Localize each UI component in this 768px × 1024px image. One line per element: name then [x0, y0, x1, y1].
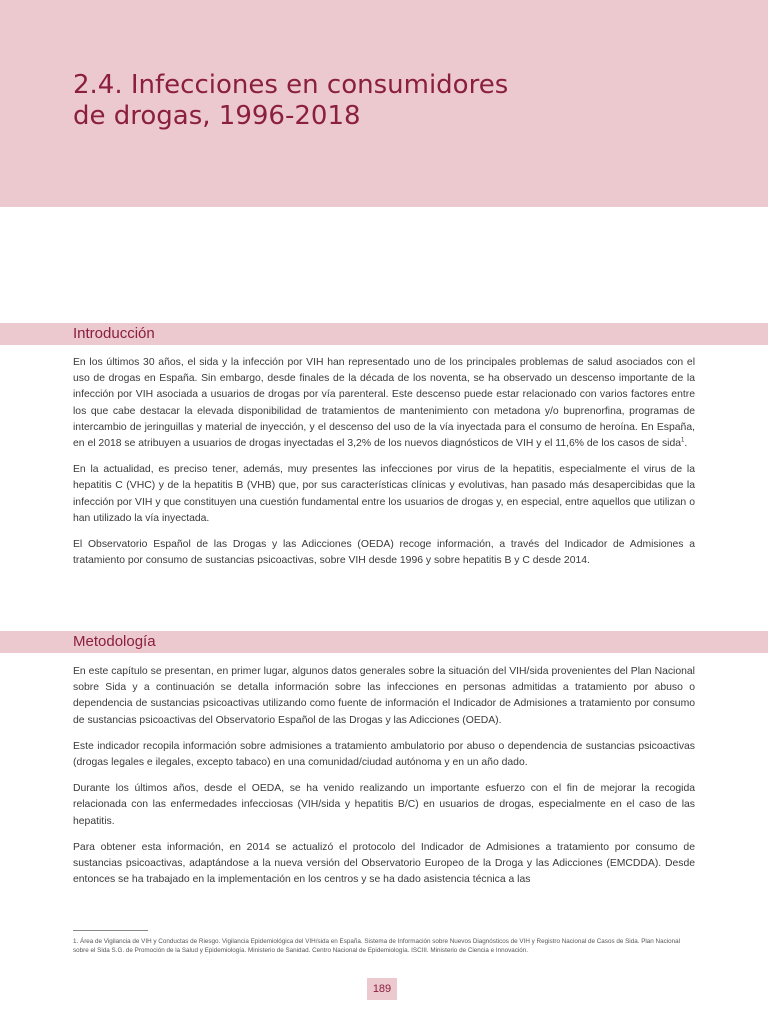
section-heading-introduccion: Introducción [73, 325, 155, 342]
paragraph: Para obtener esta información, en 2014 se actualizó el protocolo del Indicador de Admisiones a tratamiento por consumo de sustancias psicoactivas, adaptándose a la nueva versión del Observatorio Europeo de la Droga y las Adicciones (EMCDDA). Desde entonces se ha trabajado en la implementación en los centros y se ha dado asistencia técnica a las [73, 841, 695, 886]
paragraph: Durante los últimos años, desde el OEDA, se ha venido realizando un importante esfuerzo con el fin de mejorar la recogida relacionada con las enfermedades infecciosas (VIH/sida y hepatitis B/C) en usuarios de drogas, especialmente en el caso de las hepatitis. [73, 783, 695, 827]
header-band [0, 0, 768, 207]
page-title: 2.4. Infecciones en consumidores de drogas, 1996-2018 [73, 70, 509, 131]
paragraph: En este capítulo se presentan, en primer lugar, algunos datos generales sobre la situación del VIH/sida provenientes del Plan Nacional sobre Sida y a continuación se detalla información sobre las infecciones en personas admitidas a tratamiento por abuso o dependencia de sustancias psicoactivas utilizando como fuente de información el Indicador de Admisiones a tratamiento por consumo de sustancias psicoactivas del Observatorio Español de las Drogas y las Adicciones (OEDA). [73, 666, 695, 726]
paragraph: Este indicador recopila información sobre admisiones a tratamiento ambulatorio por abuso o dependencia de sustancias psicoactivas (drogas legales e ilegales, excepto tabaco) en una comunidad/ciudad autónoma y en un año dado. [73, 740, 695, 769]
section-bar-introduccion [0, 323, 768, 345]
footnote: 1. Área de Vigilancia de VIH y Conductas de Riesgo. Vigilancia Epidemiológica del VIH/sida en España. Sistema de Información sobre Nuevos Diagnósticos de VIH y Registro Nacional de Casos de Sida. Plan Nacional sobre el Sida S.G. de Promoción de la Salud y Epidemiología. Ministerio de Sanidad. Centro Nacional de Epidemiología. ISCIII. Ministerio de Ciencia e Innovación. [73, 938, 681, 954]
page-number: 189 [367, 978, 397, 1000]
section-body-metodologia [73, 664, 695, 898]
footnote-reference[interactable]: 1 [681, 437, 685, 444]
paragraph: En la actualidad, es preciso tener, además, muy presentes las infecciones por virus de la hepatitis, especialmente el virus de la hepatitis C (VHC) y de la hepatitis B (VHB) que, por sus características clínicas y evolutivas, han pasado más desapercibidas que la infección por VIH y que constituyen una cuestión fundamental entre los usuarios de drogas y, en especial, entre aquellos que utilizan o han utilizado la vía inyectada. [73, 464, 695, 524]
section-bar-metodologia [0, 631, 768, 653]
paragraph: El Observatorio Español de las Drogas y las Adicciones (OEDA) recoge información, a través del Indicador de Admisiones a tratamiento por consumo de sustancias psicoactivas, sobre VIH desde 1996 y sobre hepatitis B y C desde 2014. [73, 539, 695, 567]
section-body-introduccion [73, 355, 695, 579]
footnote-divider [73, 930, 148, 931]
paragraph: En los últimos 30 años, el sida y la infección por VIH han representado uno de los principales problemas de salud asociados con el uso de drogas en España. Sin embargo, desde finales de la década de los noventa, se ha observado un descenso importante de la infección por VIH asociada a usuarios de drogas por vía parenteral. Este descenso puede estar relacionado con varios factores entre los que cabe destacar la elevada disponibilidad de tratamientos de mantenimiento con metadona y/o buprenorfina, programas de intercambio de jeringuillas y material de inyección, y el descenso del uso de la vía inyectada para el consumo de heroína. En España, en el 2018 se atribuyen a usuarios de drogas inyectadas el 3,2% de los nuevos diagnósticos de VIH y el 11,6% de los casos de sida$^1$. [73, 357, 695, 450]
section-heading-metodologia: Metodología [73, 633, 156, 650]
